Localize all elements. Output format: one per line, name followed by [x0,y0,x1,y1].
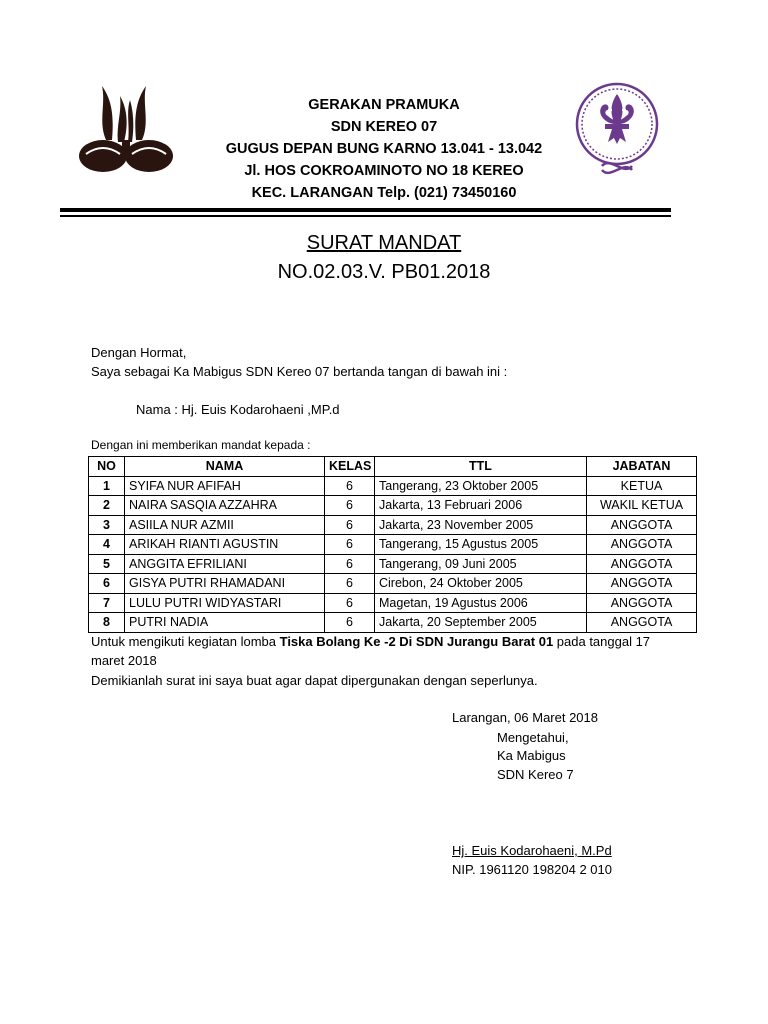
header-ttl: TTL [375,457,587,477]
signer-name: Hj. Euis Kodarohaeni, M.Pd [452,843,612,858]
address: Jl. HOS COKROAMINOTO NO 18 KEREO [244,163,524,179]
cell-ttl: Magetan, 19 Agustus 2006 [375,593,587,613]
cell-ttl: Tangerang, 23 Oktober 2005 [375,476,587,496]
cell-kelas: 6 [325,574,375,594]
world-scout-emblem-icon [572,80,662,180]
cell-nama: PUTRI NADIA [125,613,325,633]
greeting: Dengan Hormat, [91,345,187,360]
cell-kelas: 6 [325,593,375,613]
cell-ttl: Jakarta, 13 Februari 2006 [375,496,587,516]
cell-no: 4 [89,535,125,555]
header-jabatan: JABATAN [587,457,697,477]
header-divider-thick [60,208,671,212]
header-no: NO [89,457,125,477]
signer-institution: SDN Kereo 7 [497,767,574,782]
cell-jabatan: ANGGOTA [587,574,697,594]
purpose-prefix: Untuk mengikuti kegiatan lomba [91,634,280,649]
cell-kelas: 6 [325,515,375,535]
table-row [89,535,697,555]
header-nama: NAMA [125,457,325,477]
table-row [89,593,697,613]
cell-no: 2 [89,496,125,516]
school-name: SDN KEREO 07 [330,119,438,135]
cell-jabatan: WAKIL KETUA [587,496,697,516]
gugus-depan: GUGUS DEPAN BUNG KARNO 13.041 - 13.042 [225,141,543,157]
cell-no: 3 [89,515,125,535]
intro-text: Saya sebagai Ka Mabigus SDN Kereo 07 bertanda tangan di bawah ini : [91,364,508,379]
cell-kelas: 6 [325,496,375,516]
mandate-intro: Dengan ini memberikan mandat kepada : [91,438,311,452]
cell-jabatan: ANGGOTA [587,515,697,535]
header-kelas: KELAS [325,457,375,477]
cell-no: 6 [89,574,125,594]
table-row [89,574,697,594]
cell-no: 8 [89,613,125,633]
event-name: Tiska Bolang Ke -2 Di SDN Jurangu Barat 01 [279,634,554,649]
purpose-suffix: pada tanggal 17 [553,634,651,649]
cell-nama: ARIKAH RIANTI AGUSTIN [125,535,325,555]
cell-ttl: Jakarta, 23 November 2005 [375,515,587,535]
place-date: Larangan, 06 Maret 2018 [452,710,598,725]
cell-jabatan: KETUA [587,476,697,496]
cell-jabatan: ANGGOTA [587,613,697,633]
cell-jabatan: ANGGOTA [587,593,697,613]
table-row [89,476,697,496]
cell-jabatan: ANGGOTA [587,554,697,574]
letter-number: NO.02.03.V. PB01.2018 [277,261,491,283]
cell-ttl: Jakarta, 20 September 2005 [375,613,587,633]
cell-nama: SYIFA NUR AFIFAH [125,476,325,496]
table-row [89,613,697,633]
signer-role: Ka Mabigus [497,748,566,763]
cell-nama: NAIRA SASQIA AZZAHRA [125,496,325,516]
tunas-kelapa-emblem-icon [76,82,176,178]
cell-no: 1 [89,476,125,496]
table-row [89,496,697,516]
cell-nama: ASIILA NUR AZMII [125,515,325,535]
purpose-text [91,634,650,649]
cell-kelas: 6 [325,476,375,496]
org-name: GERAKAN PRAMUKA [308,97,460,113]
purpose-continuation: maret 2018 [91,653,157,668]
cell-nama: GISYA PUTRI RHAMADANI [125,574,325,594]
letter-title: SURAT MANDAT [306,232,462,254]
signer-name-line: Nama : Hj. Euis Kodarohaeni ,MP.d [136,402,340,417]
district-phone: KEC. LARANGAN Telp. (021) 73450160 [251,185,517,201]
cell-kelas: 6 [325,613,375,633]
acknowledge-text: Mengetahui, [497,730,569,745]
cell-ttl: Tangerang, 09 Juni 2005 [375,554,587,574]
cell-nama: LULU PUTRI WIDYASTARI [125,593,325,613]
table-row [89,554,697,574]
header-divider-thin [60,215,671,217]
cell-kelas: 6 [325,554,375,574]
cell-nama: ANGGITA EFRILIANI [125,554,325,574]
cell-ttl: Cirebon, 24 Oktober 2005 [375,574,587,594]
cell-jabatan: ANGGOTA [587,535,697,555]
table-row [89,515,697,535]
cell-no: 7 [89,593,125,613]
cell-kelas: 6 [325,535,375,555]
cell-ttl: Tangerang, 15 Agustus 2005 [375,535,587,555]
cell-no: 5 [89,554,125,574]
mandate-table [88,456,697,633]
table-header-row [89,457,697,477]
closing-text: Demikianlah surat ini saya buat agar dapat dipergunakan dengan seperlunya. [91,673,538,688]
signer-nip: NIP. 1961120 198204 2 010 [452,862,612,877]
